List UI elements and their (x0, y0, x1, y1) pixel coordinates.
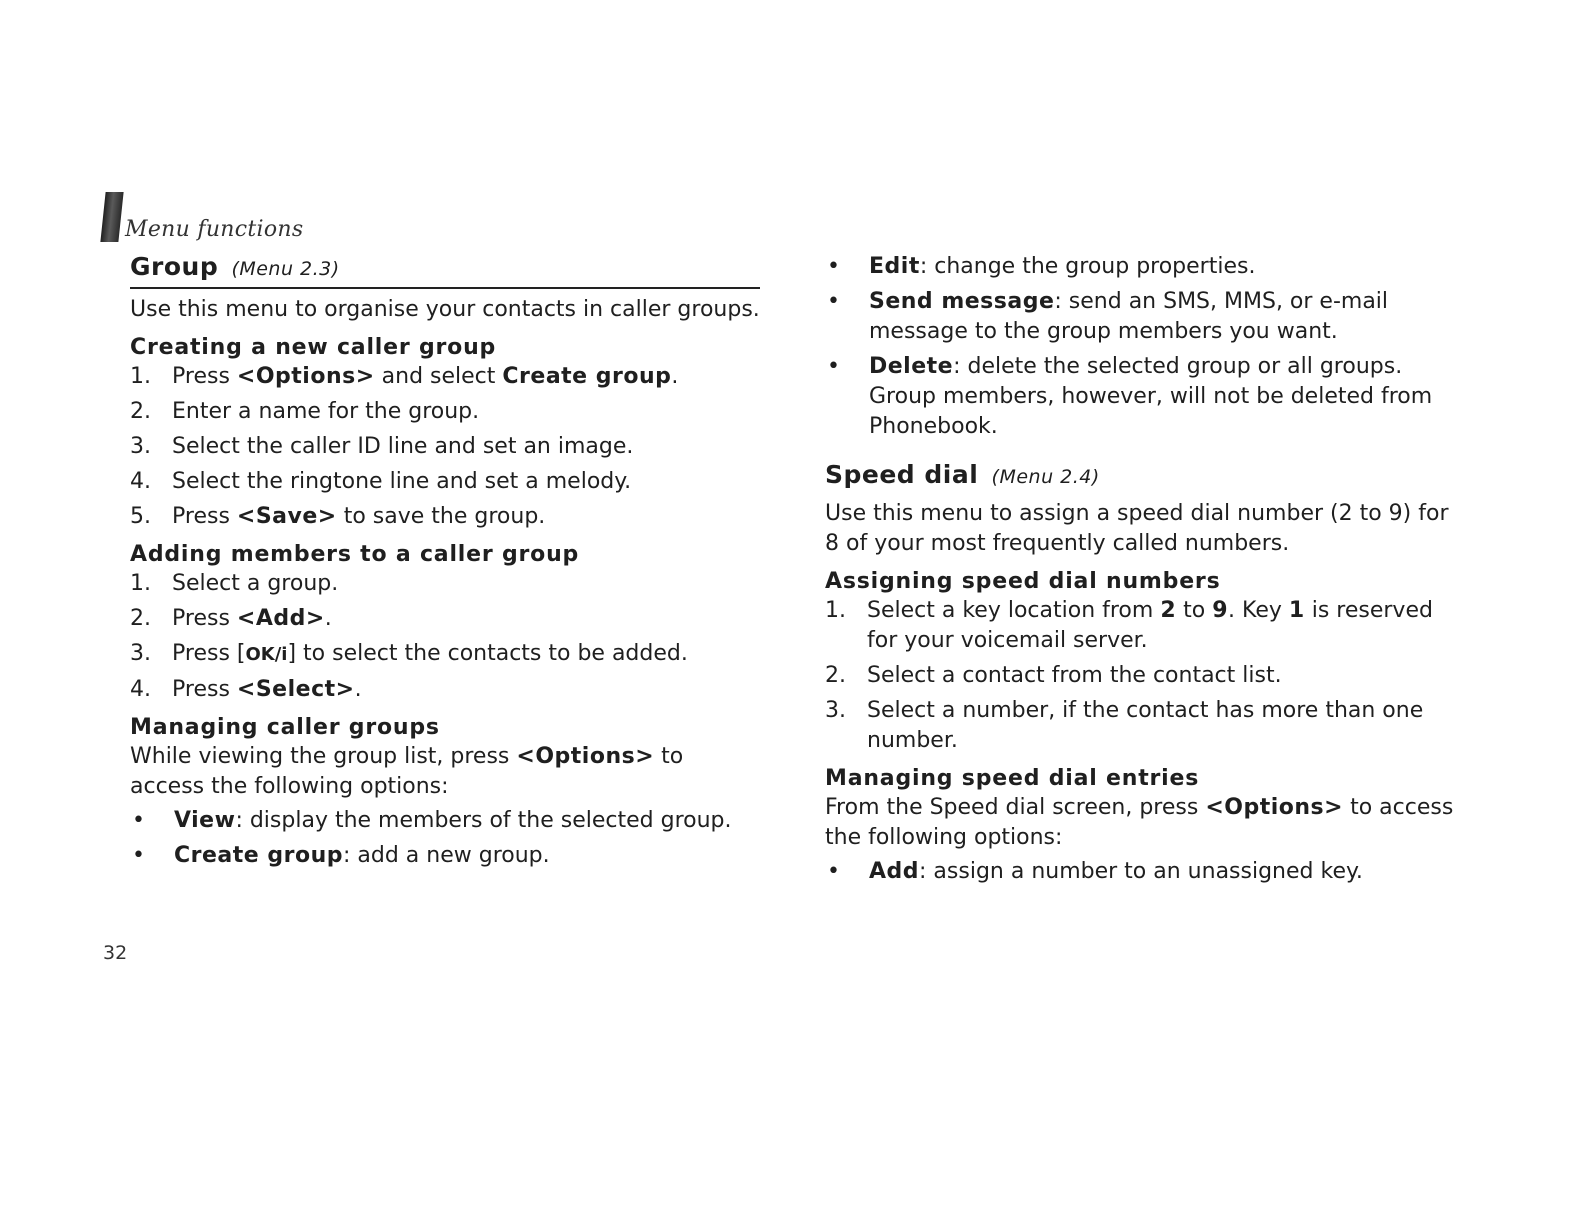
list-item (825, 661, 1465, 691)
list-item (130, 569, 762, 599)
step-number: 3. (825, 698, 846, 723)
bullet-icon: • (827, 354, 840, 379)
header-section-label: Menu functions (125, 217, 304, 242)
creating-steps (130, 362, 762, 532)
list-item (130, 432, 762, 462)
speed-dial-menu-ref: (Menu 2.4) (991, 466, 1100, 488)
header-tab-marker (100, 192, 123, 242)
page-number: 32 (103, 942, 128, 964)
step-number: 2. (130, 399, 151, 424)
managing-groups-options-right (825, 252, 1465, 442)
step-text: Select a contact from the contact list. (867, 663, 1282, 688)
adding-steps (130, 569, 762, 705)
adding-heading: Adding members to a caller group (130, 542, 580, 567)
step-number: 1. (825, 598, 846, 623)
managing-groups-heading: Managing caller groups (130, 715, 440, 740)
group-intro: Use this menu to organise your contacts in caller groups. (130, 297, 760, 322)
creating-heading: Creating a new caller group (130, 335, 497, 360)
step-number: 1. (130, 364, 151, 389)
speed-dial-intro: Use this menu to assign a speed dial number (2 to 9) for 8 of your most frequently called numbers. (825, 501, 1449, 556)
list-item (130, 467, 762, 497)
list-item (825, 596, 1465, 656)
left-column (130, 252, 762, 876)
group-menu-ref: (Menu 2.3) (231, 258, 340, 280)
step-number: 4. (130, 677, 151, 702)
ok-key-icon: OK/i (245, 644, 288, 665)
step-text: Select the caller ID line and set an image. (172, 434, 634, 459)
step-text: Press <Select>. (172, 677, 362, 702)
step-text: Press <Add>. (172, 606, 332, 631)
managing-groups-intro: While viewing the group list, press <Options> to access the following options: (130, 744, 684, 799)
list-item (130, 639, 762, 670)
list-item (825, 696, 1465, 756)
bullet-icon: • (827, 289, 840, 314)
assigning-heading: Assigning speed dial numbers (825, 569, 1221, 594)
step-text: Press <Options> and select Create group. (172, 364, 679, 389)
step-number: 4. (130, 469, 151, 494)
bullet-icon: • (827, 859, 840, 884)
step-text: Press <Save> to save the group. (172, 504, 546, 529)
list-item: • View: display the members of the selected group. (130, 806, 762, 836)
step-number: 3. (130, 434, 151, 459)
group-title-text: Group (130, 252, 219, 281)
list-item (130, 397, 762, 427)
step-text: Enter a name for the group. (172, 399, 480, 424)
step-text: Select a number, if the contact has more than one number. (867, 698, 1424, 753)
step-number: 3. (130, 641, 151, 666)
bullet-icon: • (132, 843, 145, 868)
step-number: 2. (130, 606, 151, 631)
list-item: • Create group: add a new group. (130, 841, 762, 871)
list-item: • Edit: change the group properties. (825, 252, 1465, 282)
list-item (130, 362, 762, 392)
right-column (825, 252, 1465, 892)
group-title-rule (130, 287, 760, 289)
list-item: • Add: assign a number to an unassigned key. (825, 857, 1465, 887)
managing-groups-options-left (130, 806, 762, 871)
list-item: • Send message: send an SMS, MMS, or e-mail message to the group members you want. (825, 287, 1465, 347)
list-item (130, 604, 762, 634)
step-number: 5. (130, 504, 151, 529)
speed-dial-title-text: Speed dial (825, 460, 979, 489)
group-section-title (130, 252, 762, 281)
step-text: Select a group. (172, 571, 339, 596)
step-text: Select the ringtone line and set a melody. (172, 469, 632, 494)
bullet-icon: • (132, 808, 145, 833)
managing-speed-dial-options (825, 857, 1465, 887)
bullet-icon: • (827, 254, 840, 279)
list-item: • Delete: delete the selected group or all groups. Group members, however, will not be deleted from Phonebook. (825, 352, 1465, 442)
speed-dial-section-title (825, 460, 1465, 489)
step-text: Press [OK/i] to select the contacts to be added. (172, 641, 688, 666)
step-text: Select a key location from 2 to 9. Key 1 is reserved for your voicemail server. (867, 598, 1433, 653)
assigning-steps (825, 596, 1465, 756)
managing-speed-dial-intro: From the Speed dial screen, press <Options> to access the following options: (825, 795, 1454, 850)
step-number: 1. (130, 571, 151, 596)
step-number: 2. (825, 663, 846, 688)
list-item (130, 675, 762, 705)
managing-speed-dial-heading: Managing speed dial entries (825, 766, 1200, 791)
page-header (103, 190, 303, 242)
list-item (130, 502, 762, 532)
